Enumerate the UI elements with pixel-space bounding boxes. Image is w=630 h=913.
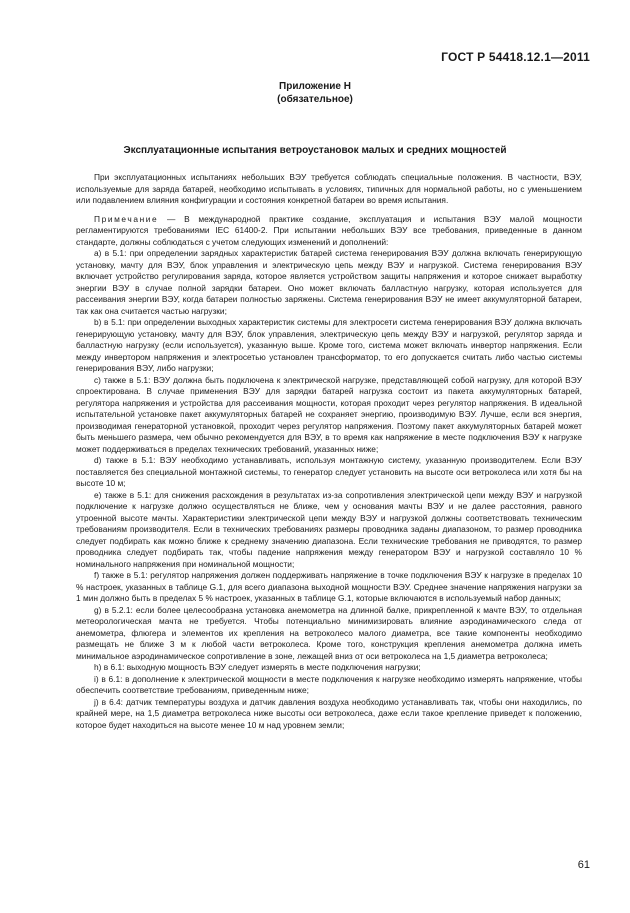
list-item-f: f) также в 5.1: регулятор напряжения должен поддерживать напряжение в точке подключения ВЭУ к нагрузке в пределах 10 % настроек, указанных в таблице G.1, для всего диапазона выходной мощности ВЭУ. Среднее значение напряжения нагрузки за 1 мин должно быть в пределах 5 % настроек, указанных в таблице G.1, которые включаются в используемый набор данных; [76, 570, 582, 603]
list-item-a: а) в 5.1: при определении зарядных характеристик батарей система генерирования ВЭУ должна включать генерирующую установку, мачту для ВЭУ, блок управления и электрическую цепь между ВЭУ и нагрузкой. Система генерирования ВЭУ включает устройство регулирования заряда, которое является устройством защиты напряжения и которое снижает выработку энергии ВЭУ в случае полной зарядки батареи. Оно может включать балластную нагрузку, которая используется для рассеивания энергии ВЭУ, когда батареи полностью заряжены. Система генерирования ВЭУ не имеет аккумуляторной батареи, так как она считается частью нагрузки; [76, 248, 582, 316]
annex-heading [0, 80, 630, 106]
note-paragraph [76, 214, 582, 249]
body-text [76, 172, 582, 731]
document-code: ГОСТ Р 54418.12.1—2011 [441, 50, 590, 64]
list-item-e: e) также в 5.1: для снижения расхождения в результатах из-за сопротивления электрической цепи между ВЭУ и нагрузкой подключение к нагрузке должно осуществляться не ближе, чем у основания мачты ВЭУ и не далее расстояния, равного утроенной высоте мачты. Характеристики электрической цепи между ВЭУ и нагрузкой должны соответствовать техническим требованиям производителя. Если в технических требованиях размеры проводника заданы диапазоном, то размер проводника следует подбирать как можно ближе к среднему значению диапазона. Если технические требования не приводятся, то размер проводника следует подбирать так, чтобы падение напряжения между генератором ВЭУ и нагрузкой составляло 10 % номинального напряжения при номинальной мощности; [76, 489, 582, 569]
intro-paragraph: При эксплуатационных испытаниях небольших ВЭУ требуется соблюдать специальные положения. В частности, ВЭУ, используемые для заряда батарей, необходимо испытывать в условиях, типичных для нормальной работы, но с уменьшением или подавлением влияния конфигурации и состояния конкретной батареи во время испытания. [76, 172, 582, 205]
list-item-h: h) в 6.1: выходную мощность ВЭУ следует измерять в месте подключения нагрузки; [94, 662, 421, 672]
list-item-b: b) в 5.1: при определении выходных характеристик системы для электросети система генерирования ВЭУ должна включать генерирующую установку, мачту для ВЭУ, блок управления, электрическую цепь между ВЭУ и нагрузкой, регулятор заряда и балластную нагрузку (если используется), указанную выше. Кроме того, система может включать инвертор напряжения. Если между инвертором напряжения и электросетью установлен трансформатор, то его допускается считать либо частью системы генерирования ВЭУ, либо нагрузки; [76, 317, 582, 373]
list-item-i: i) в 6.1: в дополнение к электрической мощности в месте подключения к нагрузке необходимо измерять напряжение, чтобы обеспечить соответствие требованиям, приведенным ниже; [76, 673, 582, 695]
note-text: — В международной практике создание, эксплуатация и испытания ВЭУ малой мощности регламентируются требованиями IEC 61400-2. При испытании небольших ВЭУ все требования, приведенные в данном стандарте, должны соблюдаться с учетом следующих изменений и дополнений: [76, 213, 582, 247]
list-item-j: j) в 6.4: датчик температуры воздуха и датчик давления воздуха необходимо устанавливать так, чтобы они находились, по крайней мере, на 1,5 диаметра ветроколеса ниже высоты оси ветроколеса, даже если такое крепление приведет к положению, которое будет находиться на высоте менее 10 м над уровнем земли; [76, 696, 582, 730]
note-label: Примечание [94, 213, 159, 224]
annex-title: Приложение Н [279, 81, 351, 92]
page-number: 61 [577, 859, 590, 871]
list-item-g: g) в 5.2.1: если более целесообразна установка анемометра на длинной балке, прикрепленной к мачте ВЭУ, то отдельная метеорологическая мачта не требуется. Чтобы потенциально минимизировать влияние аэродинамического следа от анемометра, флюгера и элементов их крепления на ветроколесо малого диаметра, все такие компоненты необходимо размещать не ближе 3 м к любой части ветроколеса. Кроме того, конструкция крепления анемометра должна иметь минимальное аэродинамическое сопротивление в зоне, лежащей вниз от оси ветроколеса на 1,5 диаметра ветроколеса; [76, 604, 582, 661]
list-item-d: d) также в 5.1: ВЭУ необходимо устанавливать, используя монтажную систему, указанную производителем. Если ВЭУ поставляется без специальной монтажной системы, то генератор следует установить на высоте оси ветроколеса или хотя бы на высоте 10 м; [76, 455, 582, 488]
annex-status: (обязательное) [277, 94, 353, 105]
list-item-c: c) также в 5.1: ВЭУ должна быть подключена к электрической нагрузке, представляющей собой нагрузку, для которой ВЭУ спроектирована. В случае применения ВЭУ для зарядки батарей нагрузка состоит из пакета аккумуляторных батарей, регулятора напряжения и устройства для рассеивания мощности, которая проходит через регулятор напряжения. В идеальной испытательной установке пакет аккумуляторных батарей не сохраняет энергию, производимую ВЭУ. Лучше, если вся энергия, производимая генераторной установкой, проходит через регулятор напряжения. Поэтому пакет аккумуляторных батарей может быть меньшего размера, чем обычно рекомендуется для ВЭУ, в то время как напряжение в месте подключения ВЭУ к нагрузке может поддерживаться в пределах технических требований, указанных ниже; [76, 374, 582, 454]
section-title: Эксплуатационные испытания ветроустановок малых и средних мощностей [123, 145, 507, 156]
